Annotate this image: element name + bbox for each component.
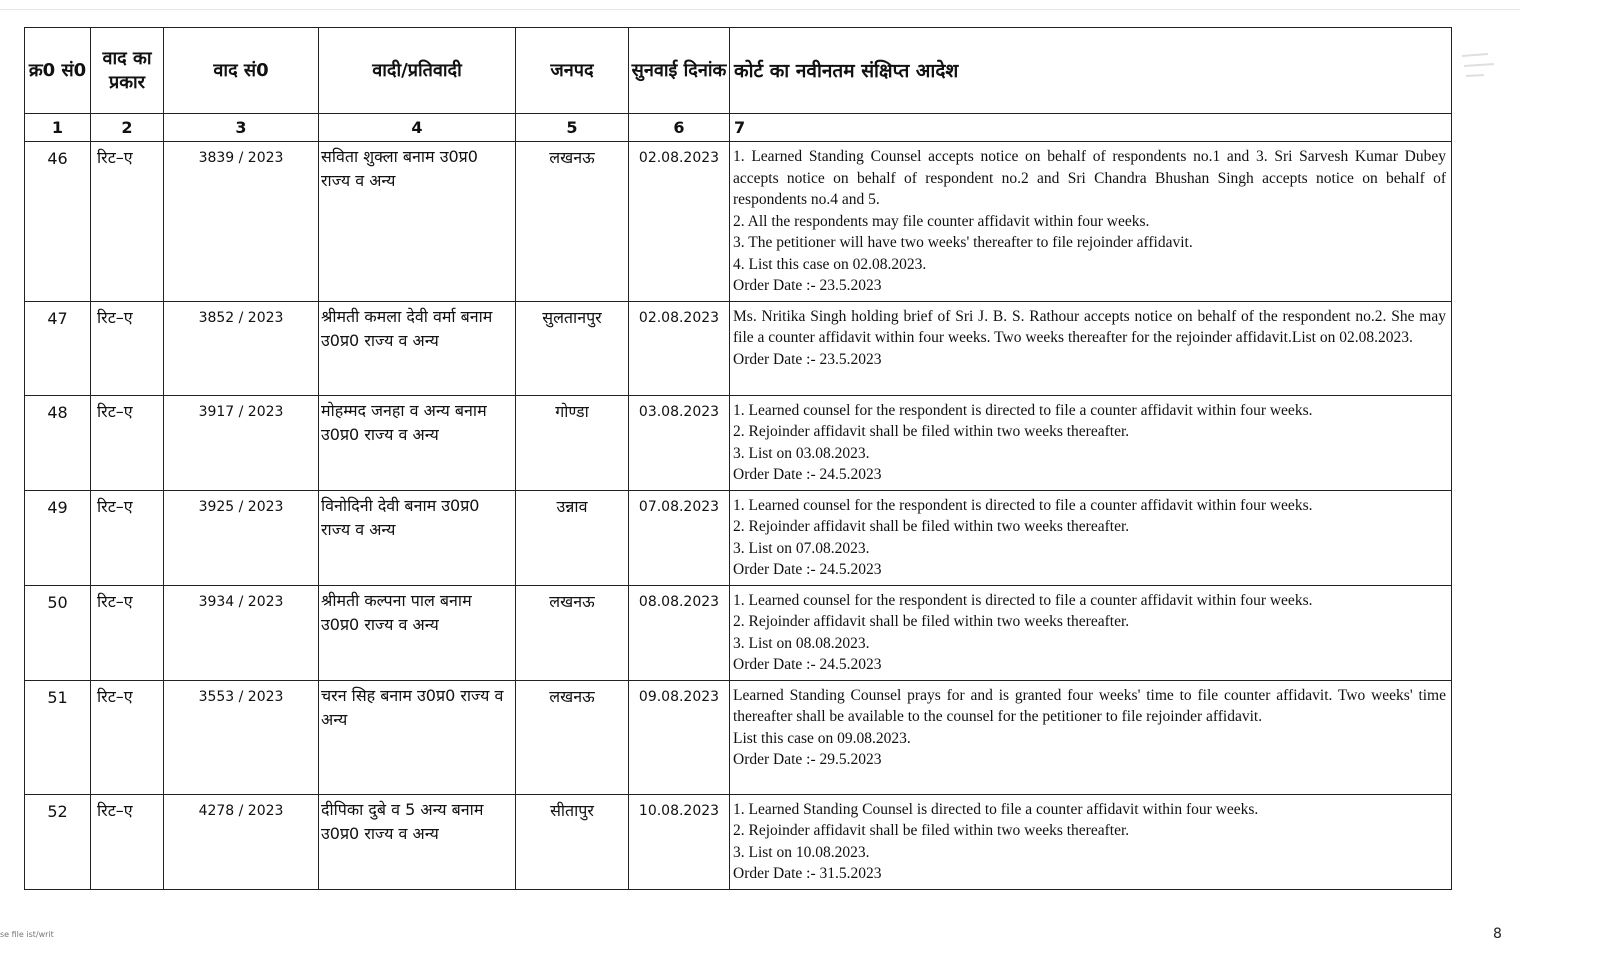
header-parties: वादी/प्रतिवादी [319, 28, 516, 114]
parties: श्रीमती कल्पना पाल बनाम उ0प्र0 राज्य व अन्य [319, 585, 516, 680]
district: उन्नाव [516, 490, 629, 585]
order-line: 2. All the respondents may file counter affidavit within four weeks. [733, 212, 1150, 230]
case-type: रिट–ए [91, 301, 164, 395]
header-latest-order: कोर्ट का नवीनतम संक्षिप्त आदेश [730, 28, 1452, 114]
column-number: 1 [25, 114, 91, 142]
order-line: 1. Learned Standing Counsel accepts notice on behalf of respondents no.1 and 3. Sri Sarvesh Kumar Dubey accepts notice on behalf of respondent no.2 and Sri Chandra Bhushan Singh accepts notice on behalf of respondents no.4 and 5. [733, 148, 1446, 208]
table-row [25, 301, 1452, 395]
order-line: 2. Rejoinder affidavit shall be filed within two weeks thereafter. [733, 822, 1130, 839]
order-line: 3. List on 10.08.2023. [733, 843, 870, 861]
order-line: Order Date :- 24.5.2023 [733, 656, 882, 673]
header-hearing-date: सुनवाई दिनांक [629, 28, 730, 114]
column-number: 6 [629, 114, 730, 142]
order-line: Order Date :- 24.5.2023 [733, 561, 882, 578]
column-number: 2 [91, 114, 164, 142]
order-line: Order Date :- 29.5.2023 [733, 751, 882, 768]
hearing-date: 10.08.2023 [629, 794, 730, 889]
order-line: Learned Standing Counsel prays for and is granted four weeks' time to file counter affidavit. Two weeks' time thereafter shall be available to the counsel for the petitioner to file rejoinder affidavit. [733, 686, 1446, 725]
hearing-date: 08.08.2023 [629, 585, 730, 680]
order-line: Order Date :- 23.5.2023 [733, 277, 882, 294]
column-number: 5 [516, 114, 629, 142]
case-number: 3852 / 2023 [164, 301, 319, 395]
column-number-row [25, 114, 1452, 142]
latest-order [730, 490, 1452, 585]
column-number: 4 [319, 114, 516, 142]
hearing-date: 07.08.2023 [629, 490, 730, 585]
serial-no: 46 [25, 142, 91, 302]
district: लखनऊ [516, 142, 629, 302]
case-number: 3839 / 2023 [164, 142, 319, 302]
header-serial-no: क्र0 सं0 [25, 28, 91, 114]
case-type: रिट–ए [91, 794, 164, 889]
order-line: 1. Learned counsel for the respondent is directed to file a counter affidavit within four weeks. [733, 401, 1313, 419]
latest-order [730, 794, 1452, 889]
order-line: 3. List on 03.08.2023. [733, 444, 870, 462]
order-line: 2. Rejoinder affidavit shall be filed within two weeks thereafter. [733, 423, 1130, 440]
case-type: रिट–ए [91, 585, 164, 680]
order-line: Order Date :- 23.5.2023 [733, 350, 882, 368]
column-number: 7 [730, 114, 1452, 142]
header-case-type: वाद का प्रकार [91, 28, 164, 114]
case-number: 4278 / 2023 [164, 794, 319, 889]
parties: दीपिका दुबे व 5 अन्य बनाम उ0प्र0 राज्य व अन्य [319, 794, 516, 889]
order-line: Order Date :- 24.5.2023 [733, 466, 882, 483]
order-line: Ms. Nritika Singh holding brief of Sri J. B. S. Rathour accepts notice on behalf of the respondent no.2. She may file a counter affidavit within four weeks. Two weeks thereafter for the rejoinder affidavit.List on 02.08.2023. [733, 307, 1446, 346]
case-number: 3553 / 2023 [164, 680, 319, 794]
district: लखनऊ [516, 680, 629, 794]
header-case-number: वाद सं0 [164, 28, 319, 114]
district: सीतापुर [516, 794, 629, 889]
column-number: 3 [164, 114, 319, 142]
table-row [25, 680, 1452, 794]
table-row [25, 585, 1452, 680]
case-number: 3925 / 2023 [164, 490, 319, 585]
order-line: 4. List this case on 02.08.2023. [733, 255, 927, 273]
serial-no: 49 [25, 490, 91, 585]
case-type: रिट–ए [91, 142, 164, 302]
case-number: 3934 / 2023 [164, 585, 319, 680]
parties: सविता शुक्ला बनाम उ0प्र0 राज्य व अन्य [319, 142, 516, 302]
hearing-date: 09.08.2023 [629, 680, 730, 794]
parties: चरन सिह बनाम उ0प्र0 राज्य व अन्य [319, 680, 516, 794]
header-district: जनपद [516, 28, 629, 114]
parties: श्रीमती कमला देवी वर्मा बनाम उ0प्र0 राज्य व अन्य [319, 301, 516, 395]
order-line: 3. The petitioner will have two weeks' thereafter to file rejoinder affidavit. [733, 234, 1193, 251]
scan-edge-line [0, 9, 1520, 10]
case-type: रिट–ए [91, 395, 164, 490]
order-line: 2. Rejoinder affidavit shall be filed within two weeks thereafter. [733, 613, 1130, 630]
case-list-table [24, 27, 1452, 890]
order-line: 3. List on 08.08.2023. [733, 634, 870, 652]
district: सुलतानपुर [516, 301, 629, 395]
district: लखनऊ [516, 585, 629, 680]
parties: विनोदिनी देवी बनाम उ0प्र0 राज्य व अन्य [319, 490, 516, 585]
table-row [25, 142, 1452, 302]
latest-order [730, 301, 1452, 395]
order-line: 2. Rejoinder affidavit shall be filed within two weeks thereafter. [733, 518, 1130, 535]
table-row [25, 490, 1452, 585]
order-line: 1. Learned counsel for the respondent is directed to file a counter affidavit within four weeks. [733, 591, 1313, 609]
page-number: 8 [1493, 926, 1502, 942]
order-line: 1. Learned counsel for the respondent is directed to file a counter affidavit within four weeks. [733, 496, 1313, 514]
order-line: 3. List on 07.08.2023. [733, 539, 870, 557]
district: गोण्डा [516, 395, 629, 490]
case-number: 3917 / 2023 [164, 395, 319, 490]
parties: मोहम्मद जनहा व अन्य बनाम उ0प्र0 राज्य व अन्य [319, 395, 516, 490]
bleed-through-mark [1458, 48, 1502, 88]
hearing-date: 03.08.2023 [629, 395, 730, 490]
order-line: List this case on 09.08.2023. [733, 729, 911, 747]
latest-order [730, 395, 1452, 490]
latest-order [730, 680, 1452, 794]
table-row [25, 794, 1452, 889]
case-type: रिट–ए [91, 490, 164, 585]
serial-no: 48 [25, 395, 91, 490]
order-line: Order Date :- 31.5.2023 [733, 865, 882, 882]
table-row [25, 395, 1452, 490]
serial-no: 50 [25, 585, 91, 680]
hearing-date: 02.08.2023 [629, 301, 730, 395]
hearing-date: 02.08.2023 [629, 142, 730, 302]
case-type: रिट–ए [91, 680, 164, 794]
latest-order [730, 585, 1452, 680]
serial-no: 47 [25, 301, 91, 395]
latest-order [730, 142, 1452, 302]
serial-no: 51 [25, 680, 91, 794]
order-line: 1. Learned Standing Counsel is directed to file a counter affidavit within four weeks. [733, 800, 1259, 818]
serial-no: 52 [25, 794, 91, 889]
footer-file-path: se file ist/writ [0, 930, 54, 939]
header-row [25, 28, 1452, 114]
